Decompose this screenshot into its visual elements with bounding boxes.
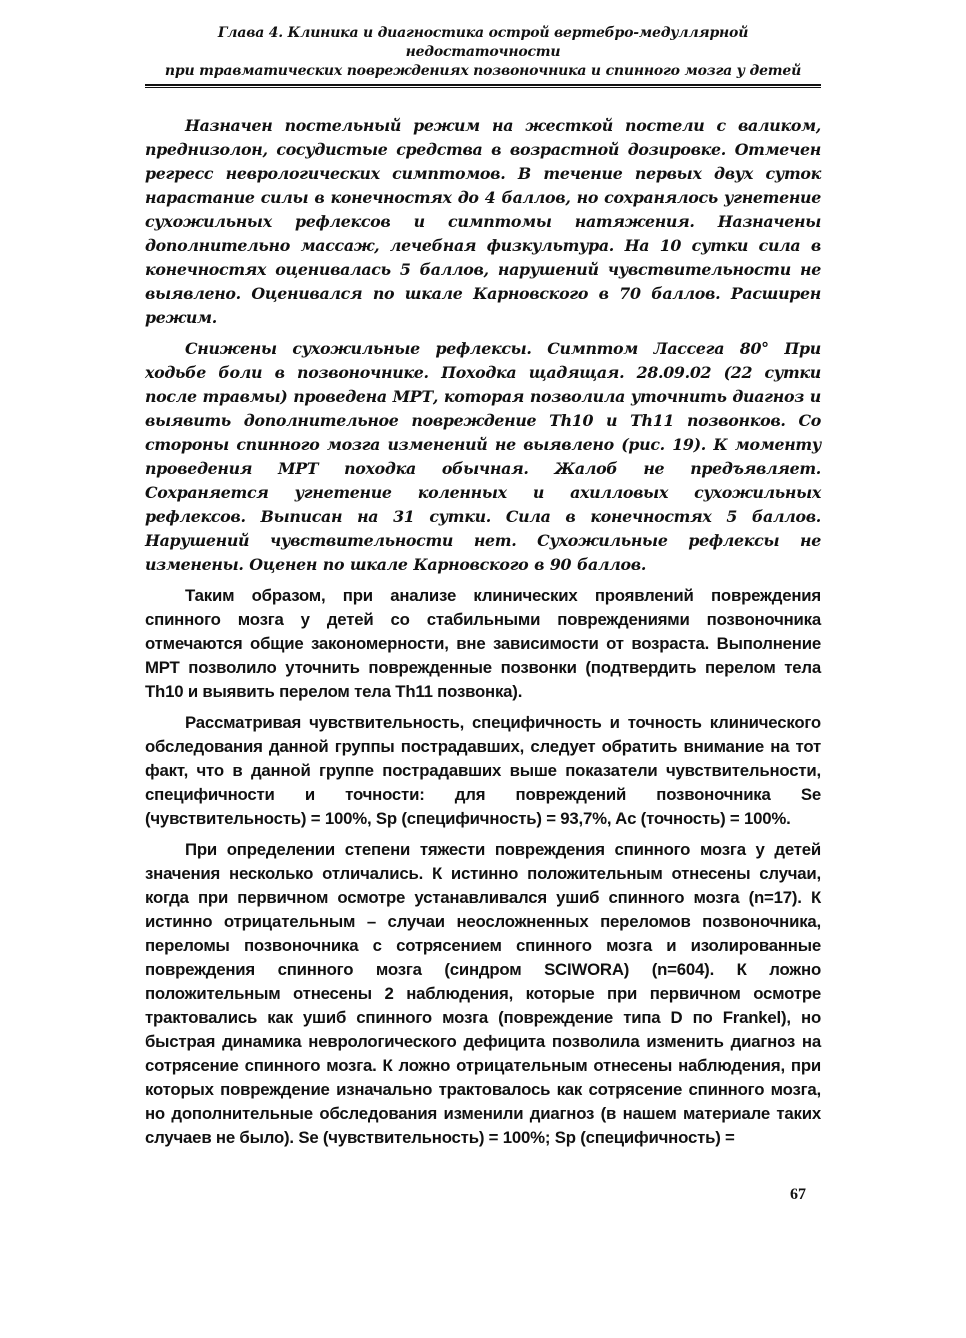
header-rule [145,84,821,88]
body-paragraph-3: При определении степени тяжести повреждения спинного мозга у детей значения несколько отличались. К истинно положительным отнесены случаи, когда при первичном осмотре устанавливался ушиб спинного мозга (n=17). К истинно отрицательным – случаи неосложненных переломов позвоночника, переломы позвоночника с сотрясением спинного мозга и изолированные повреждения спинного мозга (синдром SCIWORA) (n=604). К ложно положительным отнесены 2 наблюдения, которые при первичном осмотре трактовались как ушиб спинного мозга (повреждение типа D по Frankel), но быстрая динамика неврологического дефицита позволила изменить диагноз на сотрясение спинного мозга. К ложно отрицательным отнесены наблюдения, при которых повреждение изначально трактовалось как сотрясение спинного мозга, но дополнительные обследования изменили диагноз (в нашем материале таких случаев не было). Se (чувствительность) = 100%; Sp (специфичность) = [145,840,821,1147]
page-number: 67 [790,1186,806,1203]
body-paragraph-1: Таким образом, при анализе клинических проявлений повреждения спинного мозга у детей со стабильными повреждениями позвоночника отмечаются общие закономерности, вне зависимости от возраста. Выполнение МРТ позволило уточнить поврежденные позвонки (подтвердить перелом тела Th10 и выявить перелом тела Th11 позвонка). [145,586,821,701]
case-paragraph-2: Снижены сухожильные рефлексы. Симптом Лассега 80° При ходьбе боли в позвоночнике. Походка щадящая. 28.09.02 (22 сутки после травмы) проведена МРТ, которая позволила уточнить диагноз и выявить дополнительное повреждение Th10 и Th11 позвонков. Со стороны спинного мозга изменений не выявлено (рис. 19). К моменту проведения МРТ походка обычная. Жалоб не предъявляет. Сохраняется угнетение коленных и ахилловых сухожильных рефлексов. Выписан на 31 сутки. Сила в конечностях 5 баллов. Нарушений чувствительности нет. Сухожильные рефлексы не изменены. Оценен по шкале Карновского в 90 баллов. [145,339,821,574]
case-paragraph-1: Назначен постельный режим на жесткой постели с валиком, преднизолон, сосудистые средства в возрастной дозировке. Отмечен регресс неврологических симптомов. В течение первых двух суток нарастание силы в конечностях до 4 баллов, но сохранялось угнетение сухожильных рефлексов и симптомы натяжения. Назначены дополнительно массаж, лечебная физкультура. На 10 сутки сила в конечностях оценивалась 5 баллов, нарушений чувствительности не выявлено. Оценивался по шкале Карновского в 70 баллов. Расширен режим. [145,116,821,327]
running-head-line-2: при травматических повреждениях позвоночника и спинного мозга у детей [164,63,802,79]
body-paragraph-2: Рассматривая чувствительность, специфичность и точность клинического обследования данной группы пострадавших, следует обратить внимание на тот факт, что в данной группе пострадавших выше показатели чувствительности, специфичности и точности: для повреждений позвоночника Se (чувствительность) = 100%, Sp (специфичность) = 93,7%, Ac (точность) = 100%. [145,713,821,828]
running-head [145,24,821,81]
page-body [145,114,821,1150]
book-page [145,24,821,1150]
running-head-line-1: Глава 4. Клиника и диагностика острой вертебро-медуллярной недостаточности [217,25,749,60]
